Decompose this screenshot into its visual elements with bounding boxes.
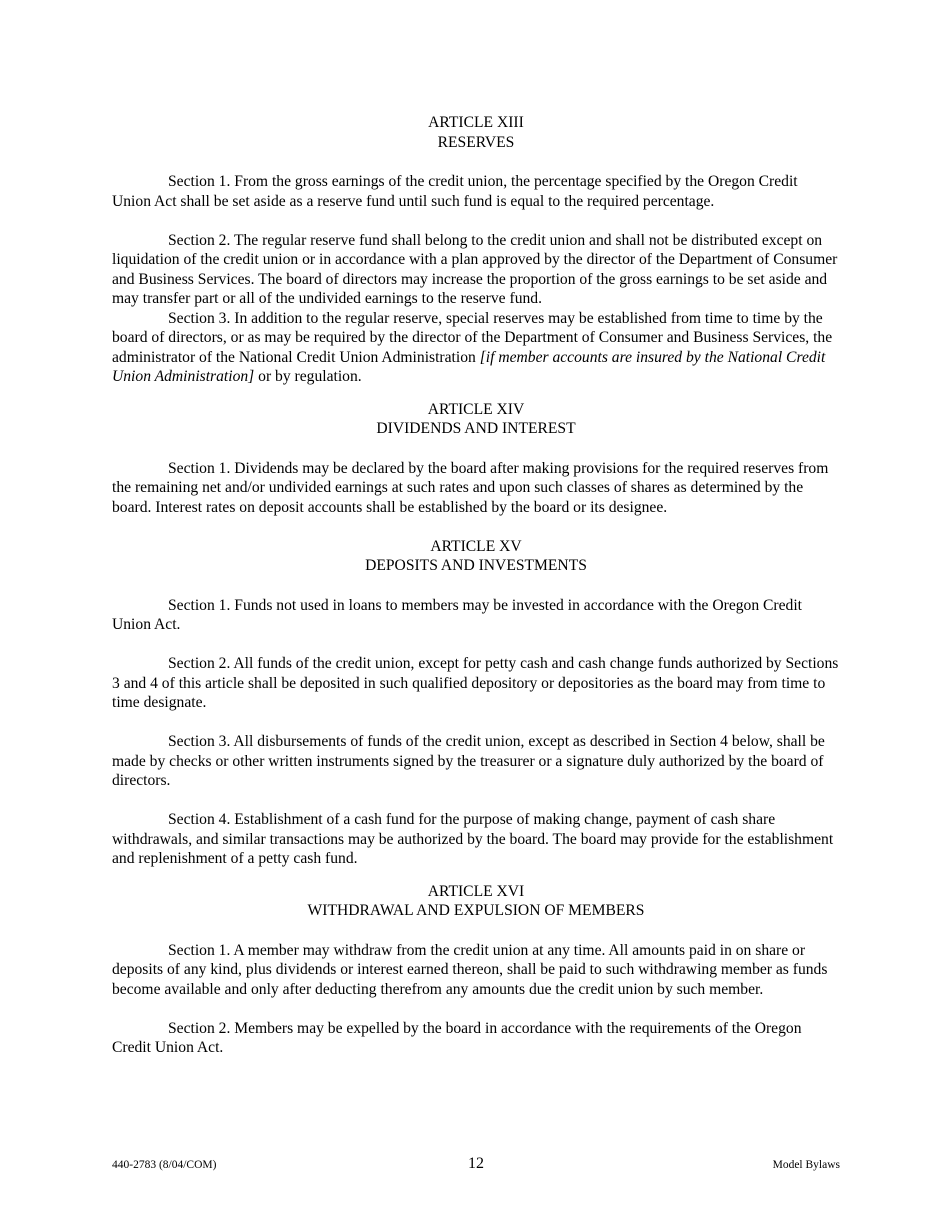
- article-xiii-section-2: Section 2. The regular reserve fund shall belong to the credit union and shall not be distributed except on liquidation of the credit union or in accordance with a plan approved by the director of the Department of Consumer and Business Services. The board of directors may increase the proportion of the gross earnings to be set aside and may transfer part or all of the undivided earnings to the reserve fund.: [112, 231, 838, 307]
- article-title: ARTICLE XIV: [427, 400, 525, 418]
- article-subtitle: DIVIDENDS AND INTEREST: [376, 420, 576, 437]
- section-text: Section 3. In addition to the regular reserve, special reserves may be established from time to time by the board of directors, or as may be required by the director of the Department of Consumer and Business Services, the administrator of the National Credit Union Administration: [112, 309, 833, 366]
- article-xiii-section-1: Section 1. From the gross earnings of the credit union, the percentage specified by the Oregon Credit Union Act shall be set aside as a reserve fund until such fund is equal to the required percentage.: [112, 173, 798, 210]
- article-xiii-section-3: [112, 309, 840, 387]
- article-xvi-section-1: Section 1. A member may withdraw from the credit union at any time. All amounts paid in on share or deposits of any kind, plus dividends or interest earned thereon, shall be paid to such withdrawing member as funds become available and only after deducting therefrom any amounts due the credit union by such member.: [112, 941, 828, 998]
- section-italic-note: [if member accounts are insured by the National Credit Union Administration]: [112, 348, 826, 385]
- article-subtitle: WITHDRAWAL AND EXPULSION OF MEMBERS: [307, 902, 645, 919]
- page-number: 12: [468, 1155, 484, 1172]
- article-subtitle: DEPOSITS AND INVESTMENTS: [365, 557, 587, 574]
- article-xv-section-2: Section 2. All funds of the credit union, except for petty cash and cash change funds authorized by Sections 3 and 4 of this article shall be deposited in such qualified depository or depositories as the board may from time to time designate.: [112, 655, 839, 711]
- article-title: ARTICLE XV: [430, 537, 522, 555]
- article-xiii-heading: [112, 113, 840, 152]
- article-xv-section-4: Section 4. Establishment of a cash fund for the purpose of making change, payment of cash share withdrawals, and similar transactions may be authorized by the board. The board may provide for the establishment and replenishment of a petty cash fund.: [112, 811, 834, 867]
- article-xv-section-3: Section 3. All disbursements of funds of the credit union, except as described in Section 4 below, shall be made by checks or other written instruments signed by the treasurer or a signature duly authorized by the board of directors.: [112, 733, 825, 789]
- page-footer: [112, 1155, 840, 1177]
- article-xvi-section-2: Section 2. Members may be expelled by the board in accordance with the requirements of the Oregon Credit Union Act.: [112, 1019, 802, 1056]
- article-xv-heading: [112, 537, 840, 576]
- article-title: ARTICLE XIII: [428, 114, 524, 131]
- section-text-end: or by regulation.: [258, 368, 362, 385]
- document-name: Model Bylaws: [772, 1159, 840, 1171]
- article-xvi-heading: [112, 882, 840, 921]
- form-number: 440-2783 (8/04/COM): [112, 1159, 217, 1171]
- article-xiv-heading: [112, 400, 840, 439]
- article-xv-section-1: Section 1. Funds not used in loans to members may be invested in accordance with the Oregon Credit Union Act.: [112, 596, 803, 633]
- article-subtitle: RESERVES: [437, 133, 515, 151]
- document-body: [112, 113, 840, 1058]
- article-title: ARTICLE XVI: [427, 882, 525, 900]
- article-xiv-section-1: Section 1. Dividends may be declared by the board after making provisions for the required reserves from the remaining net and/or undivided earnings at such rates and upon such classes of shares as determined by the board. Interest rates on deposit accounts shall be established by the board or its designee.: [112, 459, 829, 516]
